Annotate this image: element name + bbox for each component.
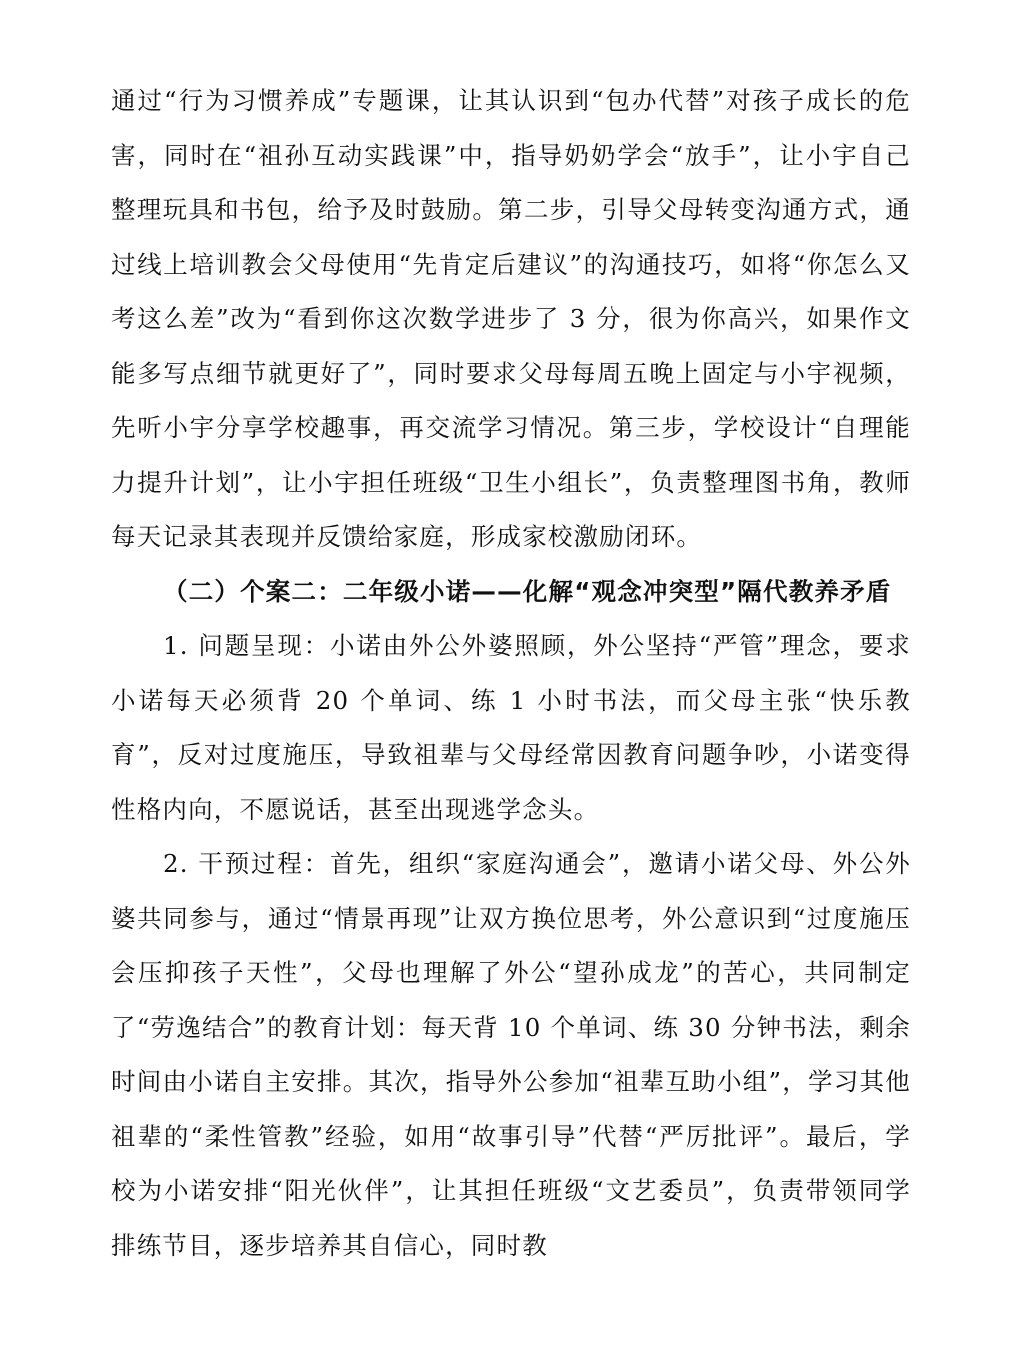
document-body (111, 74, 911, 1273)
paragraph-case1-continuation: 通过“行为习惯养成”专题课，让其认识到“包办代替”对孩子成长的危害，同时在“祖孙互动实践课”中，指导奶奶学会“放手”，让小宇自己整理玩具和书包，给予及时鼓励。第二步，引导父母转变沟通方式，通过线上培训教会父母使用“先肯定后建议”的沟通技巧，如将“你怎么又考这么差”改为“看到你这次数学进步了 3 分，很为你高兴，如果作文能多写点细节就更好了”，同时要求父母每周五晚上固定与小宇视频，先听小宇分享学校趣事，再交流学习情况。第三步，学校设计“自理能力提升计划”，让小宇担任班级“卫生小组长”，负责整理图书角，教师每天记录其表现并反馈给家庭，形成家校激励闭环。 (111, 86, 911, 551)
section-heading-case2: （二）个案二：二年级小诺——化解“观念冲突型”隔代教养矛盾 (163, 576, 892, 606)
paragraph-intervention-process: 2. 干预过程：首先，组织“家庭沟通会”，邀请小诺父母、外公外婆共同参与，通过“情景再现”让双方换位思考，外公意识到“过度施压会压抑孩子天性”，父母也理解了外公“望孙成龙”的苦心，共同制定了“劳逸结合”的教育计划：每天背 10 个单词、练 30 分钟书法，剩余时间由小诺自主安排。其次，指导外公参加“祖辈互助小组”，学习其他祖辈的“柔性管教”经验，如用“故事引导”代替“严厉批评”。最后，学校为小诺安排“阳光伙伴”，让其担任班级“文艺委员”，负责带领同学排练节目，逐步培养其自信心，同时教 (111, 849, 911, 1260)
paragraph-problem-statement: 1. 问题呈现：小诺由外公外婆照顾，外公坚持“严管”理念，要求小诺每天必须背 20 个单词、练 1 小时书法，而父母主张“快乐教育”，反对过度施压，导致祖辈与父母经常因教育问题争吵，小诺变得性格内向，不愿说话，甚至出现逃学念头。 (111, 631, 911, 824)
